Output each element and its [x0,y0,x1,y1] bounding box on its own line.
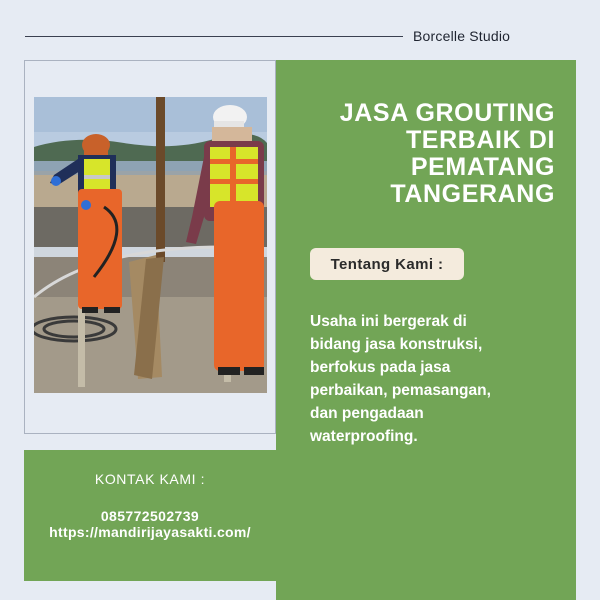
description: Usaha ini bergerak di bidang jasa konstruksi, berfokus pada jasa perbaikan, pemasangan, dan pengadaan waterproofing. [310,313,491,445]
contact-website[interactable]: https://mandirijayasakti.com/ [49,524,251,540]
info-panel [276,60,576,600]
headline: JASA GROUTING TERBAIK DI PEMATANG TANGERANG [339,99,555,208]
about-label: Tentang Kami : [310,248,464,280]
header-divider [25,36,403,37]
construction-workers-photo [34,97,267,393]
contact-title: KONTAK KAMI : [94,471,206,487]
brand-name: Borcelle Studio [413,28,511,44]
photo-card [24,60,276,434]
contact-box [24,450,276,581]
contact-phone: 085772502739 [100,508,200,524]
